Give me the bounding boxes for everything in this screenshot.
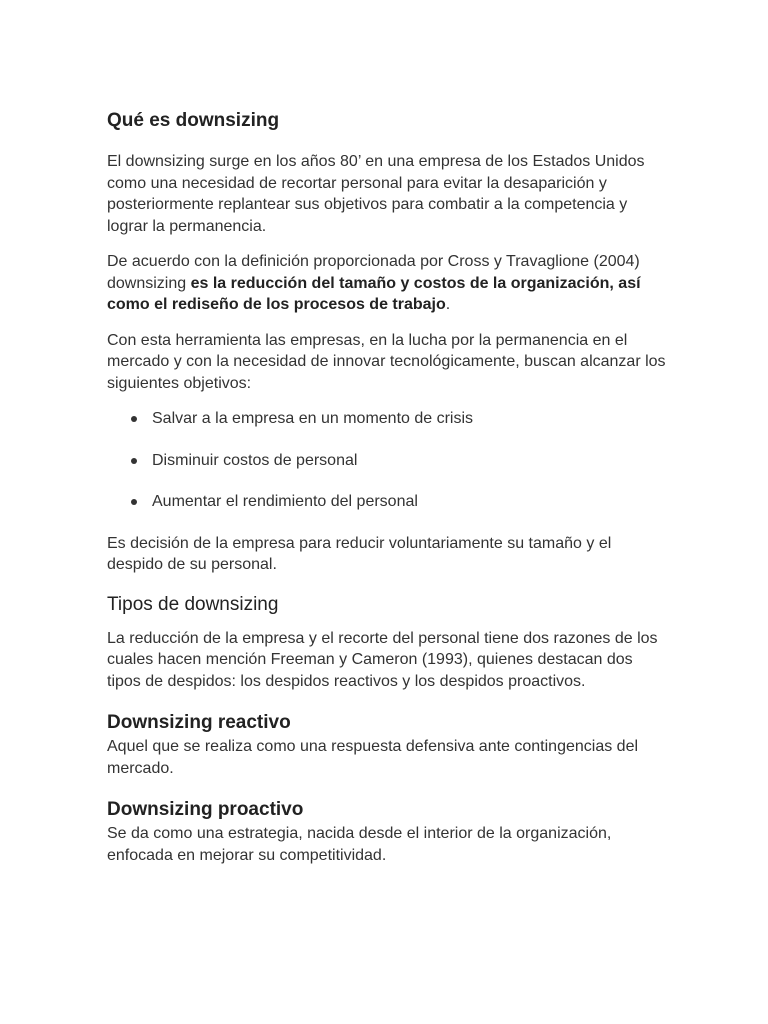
bullet-icon bbox=[131, 458, 137, 464]
paragraph-definition bbox=[107, 251, 668, 316]
paragraph-proactive: Se da como una estrategia, nacida desde el interior de la organización, enfocada en mejorar su competitividad. bbox=[107, 825, 612, 864]
objectives-list bbox=[107, 408, 668, 513]
heading-downsizing-reactivo: Downsizing reactivo bbox=[107, 712, 291, 733]
list-item bbox=[131, 408, 668, 430]
list-item bbox=[131, 491, 668, 513]
definition-text: De acuerdo con la definición proporcionada por Cross y Travaglione (2004) downsizing bbox=[107, 253, 640, 292]
paragraph-origin: El downsizing surge en los años 80’ en una empresa de los Estados Unidos como una necesidad de recortar personal para evitar la desaparición y posteriormente replantear sus objetivos para combatir a la competencia y lograr la permanencia. bbox=[107, 153, 645, 235]
list-item-text: Disminuir costos de personal bbox=[152, 451, 358, 469]
paragraph-objectives-intro: Con esta herramienta las empresas, en la lucha por la permanencia en el mercado y con la necesidad de innovar tecnológicamente, buscan alcanzar los siguientes objetivos: bbox=[107, 331, 666, 392]
list-item-text: Salvar a la empresa en un momento de crisis bbox=[152, 410, 474, 427]
definition-bold-text: es la reducción del tamaño y costos de la organización, así como el rediseño de los procesos de trabajo bbox=[107, 274, 641, 313]
paragraph-types-intro: La reducción de la empresa y el recorte del personal tiene dos razones de los cuales hacen mención Freeman y Cameron (1993), quienes destacan dos tipos de despidos: los despidos reactivos y los despidos proactivos. bbox=[107, 629, 658, 690]
bullet-icon bbox=[131, 416, 137, 422]
paragraph-decision: Es decisión de la empresa para reducir voluntariamente su tamaño y el despido de su personal. bbox=[107, 534, 612, 573]
list-item bbox=[131, 450, 668, 472]
definition-period: . bbox=[445, 296, 451, 313]
heading-tipos-de-downsizing: Tipos de downsizing bbox=[107, 593, 279, 615]
list-item-text: Aumentar el rendimiento del personal bbox=[152, 493, 418, 510]
heading-que-es-downsizing: Qué es downsizing bbox=[107, 110, 280, 131]
paragraph-reactive: Aquel que se realiza como una respuesta defensiva ante contingencias del mercado. bbox=[107, 738, 639, 777]
bullet-icon bbox=[131, 499, 137, 505]
heading-downsizing-proactivo: Downsizing proactivo bbox=[107, 799, 304, 820]
